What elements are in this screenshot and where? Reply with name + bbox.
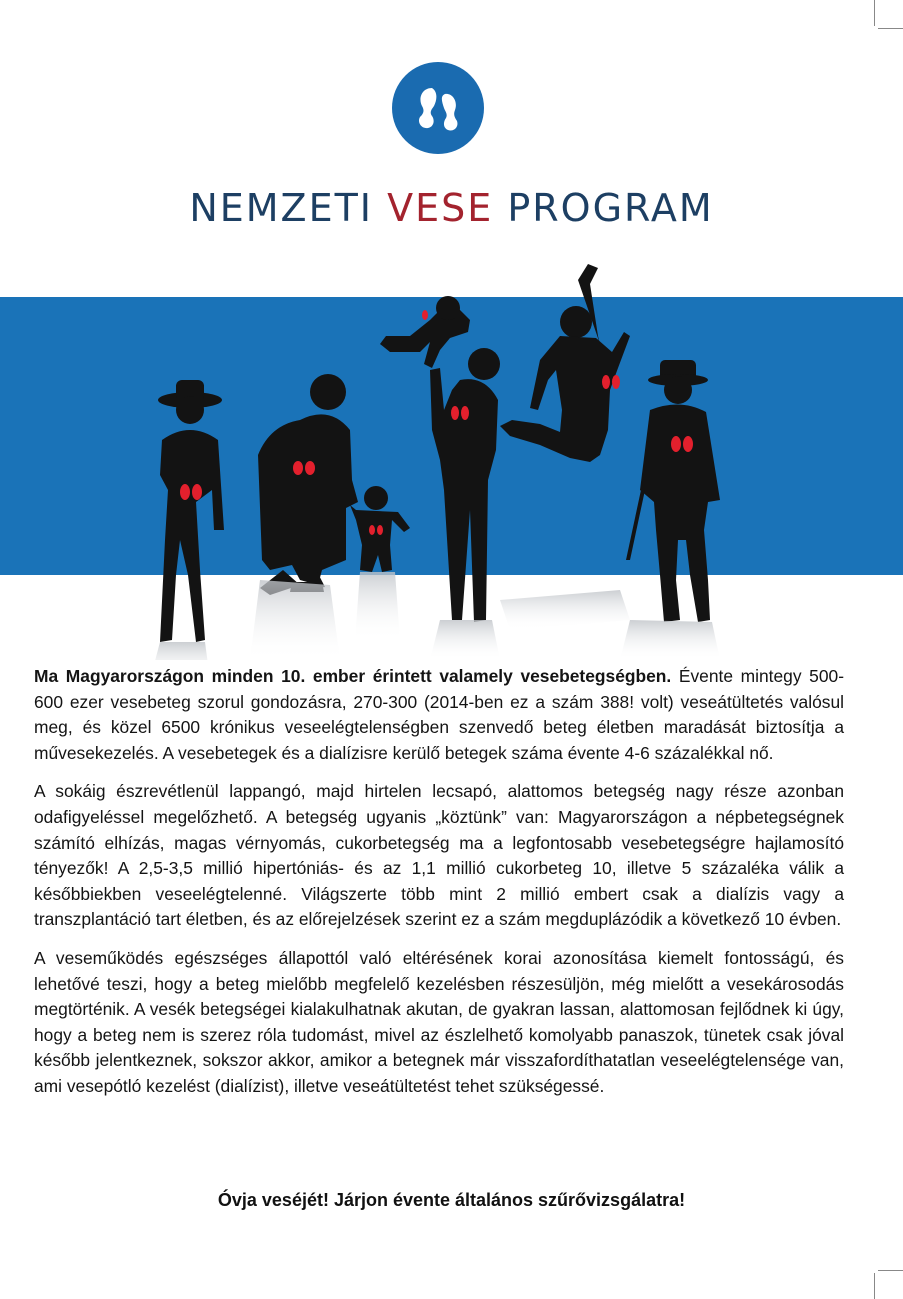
program-title-word-1: NEMZETI (189, 186, 374, 230)
crop-mark (878, 1270, 903, 1271)
kidney-logo-icon (392, 62, 484, 154)
program-title-word-3: PROGRAM (507, 186, 714, 230)
paragraph-3: A veseműködés egészséges állapottól való eltérésének korai azonosítása kiemelt fontosságú, és lehetővé teszi, hogy a beteg mielőbb megfelelő kezelésben részesüljön, még mielőtt a vesekárosodás megtörténik. A vesék betegségei kialakulhatnak akutan, de gyakran lassan, alattomosan fejlődnek ki úgy, hogy a beteg nem is szerez róla tudomást, mivel az észlelhető komolyabb panaszok, tünetek csak jóval később jelentkeznek, sokszor akkor, amikor a betegnek már visszafordíthatatlan veseelégtelensége van, ami vesepótló kezelést (dialízist), illetve veseátültetést tehet szükségessé. (34, 947, 844, 1096)
family-silhouettes-with-kidneys (0, 240, 903, 660)
paragraph-1-lead: Ma Magyarországon minden 10. ember érintett valamely vesebetegségben. (34, 666, 672, 686)
paragraph-2: A sokáig észrevétlenül lappangó, majd hirtelen lecsapó, alattomos betegség nagy része azonban odafigyeléssel megelőzhető. A betegség ugyanis „köztünk” van: Magyarországon a népbetegségnek számító elhízás, magas vérnyomás, cukorbetegség ma a legfontosabb vesebetegségre hajlamosító tényezők! A 2,5-3,5 millió hipertóniás- és az 1,1 millió cukorbeteg 10, illetve 5 százaléka válik a későbbiekben veseelégtelenné. Világszerte több mint 2 millió embert csak a dialízis vagy a transzplantáció tart életben, és az előrejelzések szerint ez a szám megduplázódik a következő 10 évben. (34, 781, 844, 930)
paragraph-1-body: Évente mintegy 500-600 ezer vesebeteg szorul gondozásra, 270-300 (2014-ben ez a szám 388! volt) veseátültetés valósul meg, és közel 6500 krónikus veseelégtelenségben szenvedő beteg életben maradását biztosítja a művesekezelés. A vesebetegek és a dialízisre kerülő betegek száma évente 4-6 százalékkal nő. (34, 666, 844, 763)
crop-mark (874, 0, 875, 26)
crop-mark (878, 28, 903, 29)
program-title-word-2: VESE (387, 186, 494, 230)
body-text (34, 664, 844, 1113)
crop-mark (874, 1273, 875, 1299)
closing-slogan: Óvja veséjét! Járjon évente általános szűrővizsgálatra! (217, 1190, 686, 1210)
paragraph-1 (34, 664, 844, 766)
program-title (0, 186, 903, 230)
